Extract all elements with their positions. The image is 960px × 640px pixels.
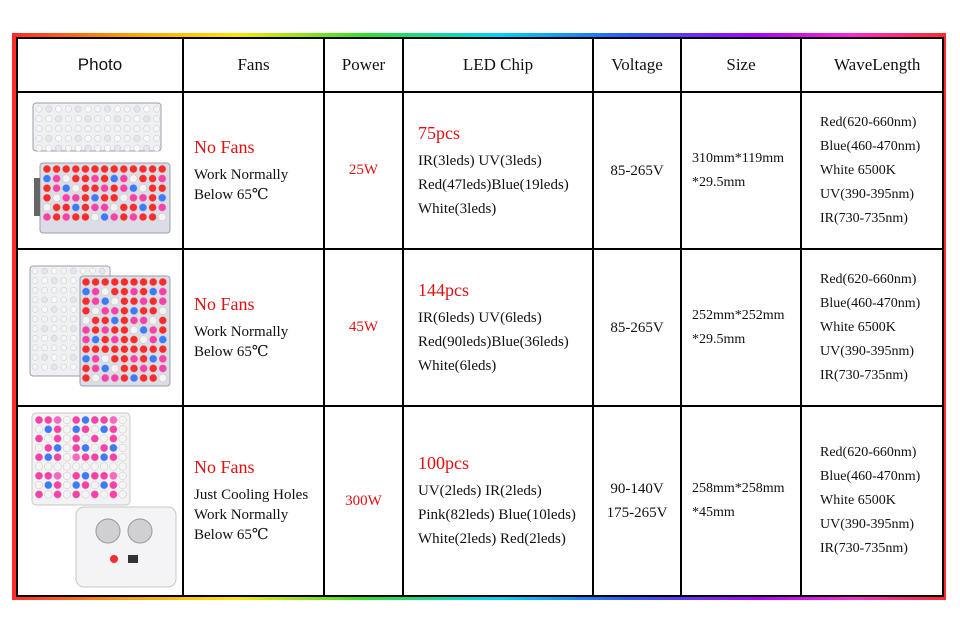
- size-value: 252mm*252mm: [692, 307, 785, 323]
- wavelength-cell: [801, 249, 943, 406]
- wavelength-cell: [801, 92, 943, 249]
- wavelength-cell: [801, 406, 943, 596]
- led-chip-cell: [403, 249, 593, 406]
- product-spec-table: [16, 37, 944, 597]
- size-value: 310mm*119mm: [692, 150, 785, 166]
- fans-note: Below 65℃: [194, 343, 269, 360]
- size-value: 258mm*258mm: [692, 481, 785, 496]
- header-fans: Fans: [183, 38, 324, 92]
- wavelength-value: UV(390-395nm): [820, 186, 915, 202]
- no-fans-label: No Fans: [194, 293, 255, 314]
- fans-note: Below 65℃: [194, 527, 269, 543]
- header-wavelength: WaveLength: [801, 38, 943, 92]
- led-chip-detail: Pink(82leds) Blue(10leds): [418, 507, 576, 523]
- product-row: [17, 406, 943, 596]
- size-value: *29.5mm: [692, 174, 746, 190]
- led-chip-cell: [403, 92, 593, 249]
- header-led-chip: LED Chip: [403, 38, 593, 92]
- no-fans-label: No Fans: [194, 457, 255, 477]
- led-chip-detail: IR(6leds) UV(6leds): [418, 309, 542, 326]
- fans-cell: [183, 92, 324, 249]
- led-count: 100pcs: [418, 453, 469, 473]
- size-value: *45mm: [692, 505, 735, 520]
- wavelength-value: Red(620-660nm): [820, 445, 917, 460]
- fans-note: Work Normally: [194, 323, 289, 340]
- rainbow-frame: [12, 33, 946, 600]
- voltage-value: 85-265V: [610, 319, 664, 336]
- voltage-cell: [593, 249, 681, 406]
- header-voltage: Voltage: [593, 38, 681, 92]
- wavelength-value: Blue(460-470nm): [820, 469, 921, 484]
- led-chip-cell: [403, 406, 593, 596]
- wavelength-value: White 6500K: [820, 319, 896, 335]
- grow-light-panel-icon: [18, 250, 182, 405]
- led-chip-detail: UV(2leds) IR(2leds): [418, 483, 542, 499]
- voltage-value: 90-140V: [610, 481, 664, 497]
- voltage-cell: [593, 406, 681, 596]
- product-row: [17, 92, 943, 249]
- wavelength-value: White 6500K: [820, 493, 896, 508]
- fans-cell: [183, 406, 324, 596]
- wavelength-value: Red(620-660nm): [820, 114, 917, 130]
- product-photo: [17, 249, 183, 406]
- voltage-value: 175-265V: [606, 505, 668, 521]
- product-row: [17, 249, 943, 406]
- power-cell: 300W: [324, 406, 403, 596]
- wavelength-value: White 6500K: [820, 162, 896, 178]
- header-size: Size: [681, 38, 801, 92]
- size-cell: [681, 406, 801, 596]
- product-photo: [17, 406, 183, 596]
- wavelength-value: IR(730-735nm): [820, 541, 908, 556]
- wavelength-value: IR(730-735nm): [820, 210, 908, 226]
- header-photo: Photo: [17, 38, 183, 92]
- wavelength-value: Blue(460-470nm): [820, 138, 921, 154]
- product-photo: [17, 92, 183, 249]
- fans-note: Just Cooling Holes: [194, 487, 309, 503]
- no-fans-label: No Fans: [194, 136, 255, 157]
- wavelength-value: IR(730-735nm): [820, 367, 908, 383]
- led-count: 144pcs: [418, 279, 469, 300]
- voltage-cell: [593, 92, 681, 249]
- header-row: [17, 38, 943, 92]
- led-chip-detail: White(6leds): [418, 357, 497, 374]
- led-chip-detail: Red(90leds)Blue(36leds): [418, 333, 569, 350]
- led-chip-detail: White(2leds) Red(2leds): [418, 531, 566, 547]
- wavelength-value: Red(620-660nm): [820, 271, 917, 287]
- led-chip-detail: White(3leds): [418, 200, 497, 217]
- grow-light-panel-icon: [18, 93, 182, 248]
- led-chip-detail: IR(3leds) UV(3leds): [418, 152, 542, 169]
- size-cell: [681, 249, 801, 406]
- size-cell: [681, 92, 801, 249]
- grow-light-panel-icon: [18, 407, 182, 595]
- wavelength-value: Blue(460-470nm): [820, 295, 921, 311]
- fans-note: Below 65℃: [194, 186, 269, 203]
- fans-cell: [183, 249, 324, 406]
- header-power: Power: [324, 38, 403, 92]
- led-count: 75pcs: [418, 122, 460, 143]
- wavelength-value: UV(390-395nm): [820, 343, 915, 359]
- size-value: *29.5mm: [692, 331, 746, 347]
- led-chip-detail: Red(47leds)Blue(19leds): [418, 176, 569, 193]
- power-cell: 25W: [324, 92, 403, 249]
- fans-note: Work Normally: [194, 507, 289, 523]
- power-cell: 45W: [324, 249, 403, 406]
- fans-note: Work Normally: [194, 166, 289, 183]
- voltage-value: 85-265V: [610, 162, 664, 179]
- wavelength-value: UV(390-395nm): [820, 517, 915, 532]
